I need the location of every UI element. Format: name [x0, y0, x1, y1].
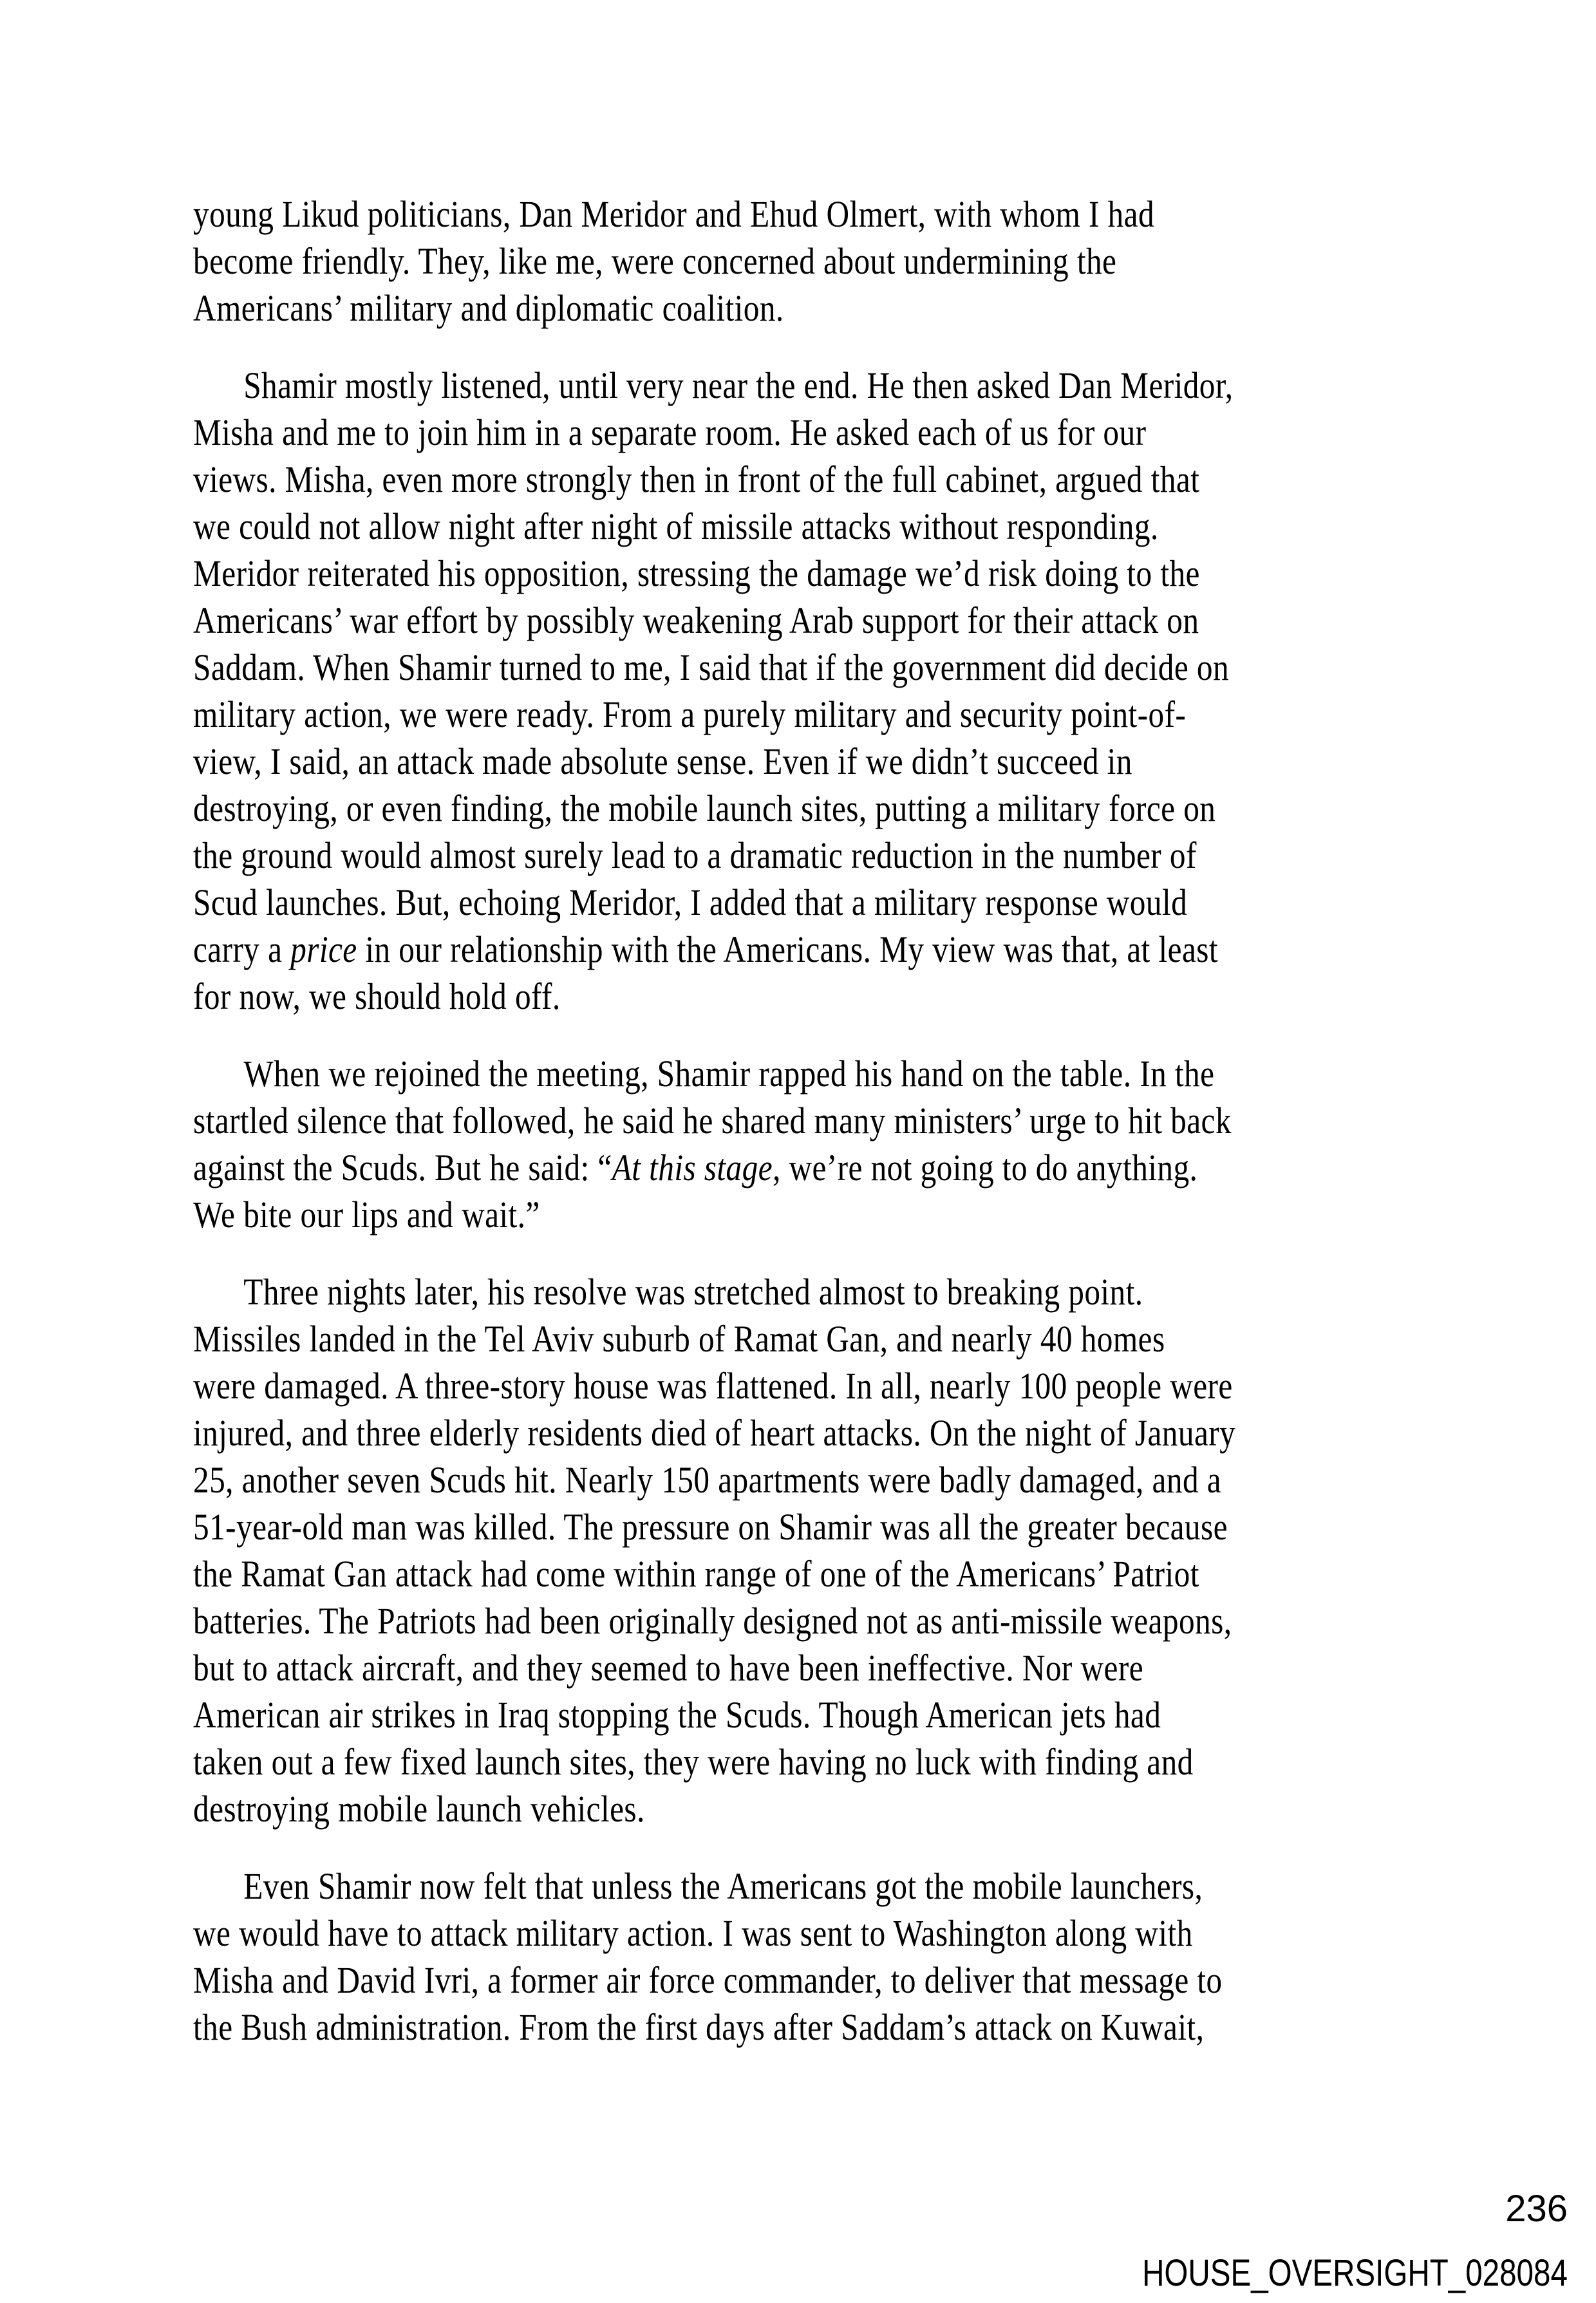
text-line: the Bush administration. From the first days after Saddam’s attack on Kuwait, — [193, 2006, 1205, 2048]
text-line: taken out a few fixed launch sites, they were having no luck with finding and — [193, 1741, 1194, 1783]
paragraph — [193, 362, 1571, 1020]
text-line: against the Scuds. But he said: “At this stage, we’re not going to do anything. — [193, 1147, 1198, 1189]
text-line: Misha and me to join him in a separate room. He asked each of us for our — [193, 411, 1147, 453]
paragraph — [193, 1050, 1571, 1238]
text-line: the ground would almost surely lead to a dramatic reduction in the number of — [193, 834, 1197, 876]
text-line: Misha and David Ivri, a former air force commander, to deliver that message to — [193, 1959, 1223, 2001]
text-line: Scud launches. But, echoing Meridor, I added that a military response would — [193, 881, 1188, 923]
text-line: we would have to attack military action. I was sent to Washington along with — [193, 1912, 1193, 1954]
paragraph — [193, 191, 1571, 332]
text-line: the Ramat Gan attack had come within range of one of the Americans’ Patriot — [193, 1553, 1199, 1595]
text-line: Even Shamir now felt that unless the Americans got the mobile launchers, — [243, 1865, 1203, 1907]
text-line: view, I said, an attack made absolute sense. Even if we didn’t succeed in — [193, 740, 1132, 782]
text-line: Missiles landed in the Tel Aviv suburb of Ramat Gan, and nearly 40 homes — [193, 1318, 1165, 1360]
text-line: views. Misha, even more strongly then in front of the full cabinet, argued that — [193, 458, 1200, 500]
text-line: When we rejoined the meeting, Shamir rapped his hand on the table. In the — [243, 1053, 1215, 1095]
text-line: batteries. The Patriots had been originally designed not as anti-missile weapons, — [193, 1600, 1232, 1642]
italic-text: price — [290, 928, 357, 970]
bates-stamp: HOUSE_OVERSIGHT_028084 — [1142, 2252, 1568, 2294]
paragraph — [193, 1863, 1571, 2051]
text-line: destroying mobile launch vehicles. — [193, 1788, 645, 1830]
text-line: 51-year-old man was killed. The pressure on Shamir was all the greater because — [193, 1506, 1228, 1548]
text-line: were damaged. A three-story house was flattened. In all, nearly 100 people were — [193, 1365, 1233, 1407]
text-line: 25, another seven Scuds hit. Nearly 150 apartments were badly damaged, and a — [193, 1459, 1222, 1501]
body-text — [193, 191, 1571, 2051]
text-line: injured, and three elderly residents died of heart attacks. On the night of January — [193, 1412, 1236, 1454]
text-line: but to attack aircraft, and they seemed to have been ineffective. Nor were — [193, 1647, 1144, 1689]
text-line: Meridor reiterated his opposition, stressing the damage we’d risk doing to the — [193, 552, 1200, 594]
text-line: we could not allow night after night of missile attacks without responding. — [193, 505, 1159, 547]
text-line: become friendly. They, like me, were concerned about undermining the — [193, 240, 1117, 282]
text-line: Americans’ war effort by possibly weakening Arab support for their attack on — [193, 599, 1199, 641]
text-line: American air strikes in Iraq stopping the Scuds. Though American jets had — [193, 1694, 1161, 1736]
text-line: startled silence that followed, he said he shared many ministers’ urge to hit back — [193, 1100, 1232, 1142]
italic-text: At this stage — [612, 1147, 773, 1189]
page-number: 236 — [1505, 2188, 1568, 2230]
text-line: young Likud politicians, Dan Meridor and Ehud Olmert, with whom I had — [193, 193, 1155, 235]
text-line: destroying, or even finding, the mobile launch sites, putting a military force on — [193, 787, 1216, 829]
text-line: Shamir mostly listened, until very near the end. He then asked Dan Meridor, — [243, 364, 1234, 406]
text-line: Three nights later, his resolve was stretched almost to breaking point. — [243, 1271, 1143, 1313]
paragraph — [193, 1268, 1571, 1832]
text-line: carry a price in our relationship with the Americans. My view was that, at least — [193, 928, 1218, 970]
text-line: We bite our lips and wait.” — [193, 1194, 540, 1236]
text-line: for now, we should hold off. — [193, 975, 561, 1017]
text-line: Americans’ military and diplomatic coalition. — [193, 287, 784, 329]
text-line: Saddam. When Shamir turned to me, I said that if the government did decide on — [193, 646, 1230, 688]
text-line: military action, we were ready. From a purely military and security point-of- — [193, 693, 1187, 735]
